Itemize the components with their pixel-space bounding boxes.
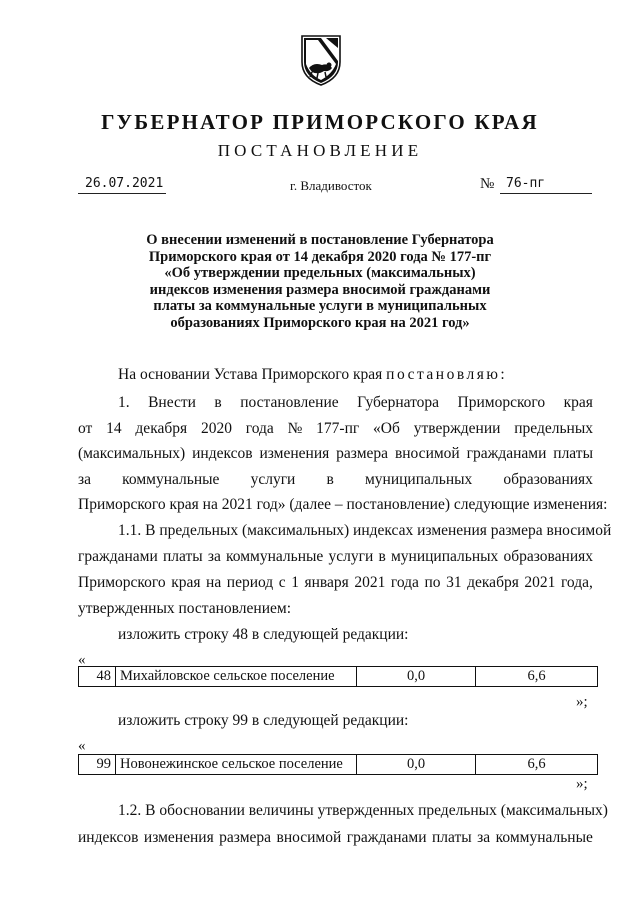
word: индексов — [78, 829, 139, 846]
word: период — [226, 574, 274, 591]
paragraph-line — [78, 829, 593, 847]
word: года, — [560, 574, 593, 591]
row-number: 99 — [79, 755, 116, 775]
word: коммунальные — [226, 548, 324, 565]
word: года — [390, 574, 419, 591]
heading-line: платы за коммунальные услуги в муниципальных — [153, 298, 487, 315]
word: образованиях — [503, 471, 593, 488]
row48-intro: изложить строку 48 в следующей редакции: — [118, 626, 409, 643]
paragraph-line — [78, 574, 593, 592]
word: предельных — [514, 420, 593, 437]
close-quote: »; — [576, 776, 588, 792]
number-sign: № — [480, 176, 495, 192]
heading-line: образованиях Приморского края на 2021 год» — [170, 314, 470, 331]
paragraph-line — [78, 548, 593, 566]
open-quote: « — [78, 652, 86, 668]
word: в — [214, 394, 222, 411]
word: № — [287, 420, 303, 437]
word: индексов — [192, 445, 253, 462]
word: коммунальные — [122, 471, 220, 488]
word: платы — [553, 445, 593, 462]
paragraph-line: утвержденных постановлением: — [78, 600, 291, 617]
document-title: ГУБЕРНАТОР ПРИМОРСКОГО КРАЯ — [101, 110, 539, 134]
close-quote: »; — [576, 694, 588, 710]
paragraph-line: Приморского края на 2021 год» (далее – постановление) следующие изменения: — [78, 496, 608, 513]
number-underline — [500, 193, 592, 194]
word: 14 — [106, 420, 122, 437]
table-row-48 — [78, 666, 598, 687]
word: 2021 — [354, 574, 386, 591]
word: муниципальных — [364, 471, 473, 488]
word: с — [278, 574, 286, 591]
word: декабря — [467, 574, 519, 591]
word: за — [78, 471, 92, 488]
municipality-name: Новонежинское сельское поселение — [116, 755, 357, 775]
word: года — [245, 420, 274, 437]
row99-intro: изложить строку 99 в следующей редакции: — [118, 712, 409, 729]
word: гражданами — [466, 445, 547, 462]
paragraph-line: 1.1. В предельных (максимальных) индексах изменения размера вносимой — [118, 522, 612, 539]
word: размера — [219, 829, 272, 846]
paragraph-line — [118, 394, 593, 412]
word: платы — [162, 548, 203, 565]
paragraph-line — [78, 471, 593, 489]
open-quote: « — [78, 738, 86, 754]
coat-of-arms-icon — [296, 28, 346, 88]
word: по — [424, 574, 441, 591]
word: Внести — [148, 394, 196, 411]
document-heading — [120, 232, 520, 332]
word: за — [207, 548, 221, 565]
word: 1. — [118, 394, 130, 411]
word: 177-пг — [316, 420, 360, 437]
word: гражданами — [346, 829, 427, 846]
date-underline — [78, 193, 166, 194]
heading-line: индексов изменения размера вносимой гражданами — [149, 281, 491, 298]
word: декабря — [135, 420, 188, 437]
word: за — [477, 829, 491, 846]
word: размера — [336, 445, 389, 462]
basis-paragraph: На основании Устава Приморского края постановляю: — [118, 366, 508, 383]
word: утверждении — [413, 420, 501, 437]
word: муниципальных — [390, 548, 499, 565]
document-type: ПОСТАНОВЛЕНИЕ — [217, 141, 423, 160]
row-value-1: 0,0 — [357, 667, 476, 687]
word: услуги — [250, 471, 296, 488]
word: 2020 — [200, 420, 232, 437]
word: изменения — [259, 445, 330, 462]
row-number: 48 — [79, 667, 116, 687]
word: Губернатора — [357, 394, 440, 411]
word: на — [206, 574, 222, 591]
row-value-2: 6,6 — [476, 755, 598, 775]
word: 2021 — [524, 574, 556, 591]
municipality-name: Михайловское сельское поселение — [116, 667, 357, 687]
word: края — [563, 394, 593, 411]
word: вносимой — [394, 445, 460, 462]
word: образованиях — [503, 548, 593, 565]
heading-line: О внесении изменений в постановление Губернатора — [146, 232, 494, 248]
word: изменения — [143, 829, 214, 846]
word: Приморского — [78, 574, 166, 591]
word: в — [326, 471, 334, 488]
word: коммунальные — [495, 829, 593, 846]
document-city: г. Владивосток — [290, 178, 372, 193]
word: платы — [431, 829, 472, 846]
word: (максимальных) — [78, 445, 186, 462]
row-value-2: 6,6 — [476, 667, 598, 687]
word: Приморского — [457, 394, 546, 411]
word: услуги — [328, 548, 374, 565]
word: «Об — [373, 420, 400, 437]
word: января — [304, 574, 349, 591]
document-date: 26.07.2021 — [85, 176, 164, 191]
document-number: 76-пг — [506, 176, 546, 191]
word: в — [378, 548, 386, 565]
heading-line: Приморского края от 14 декабря 2020 года № 177-пг — [148, 248, 492, 265]
paragraph-line: 1.2. В обосновании величины утвержденных предельных (максимальных) — [118, 802, 608, 819]
word: края — [171, 574, 201, 591]
table-row-99 — [78, 754, 598, 775]
word: 31 — [446, 574, 462, 591]
paragraph-line — [78, 445, 593, 463]
word: от — [78, 420, 93, 437]
word: гражданами — [78, 548, 158, 565]
word: постановление — [240, 394, 339, 411]
word: вносимой — [276, 829, 342, 846]
word: 1 — [291, 574, 299, 591]
heading-line: «Об утверждении предельных (максимальных) — [164, 265, 476, 282]
paragraph-line — [78, 420, 593, 438]
row-value-1: 0,0 — [357, 755, 476, 775]
